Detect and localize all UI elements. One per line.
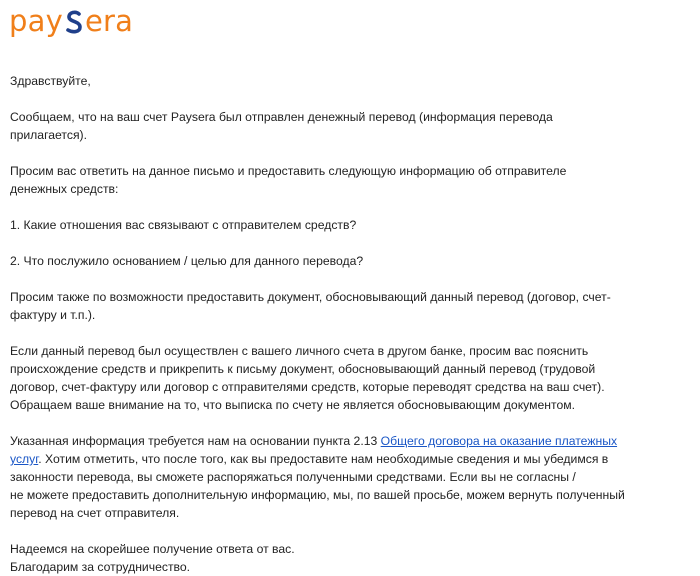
paragraph-transfer-notice: Сообщаем, что на ваш счет Paysera был отправлен денежный перевод (информация перевода прилагается).: [10, 110, 553, 142]
paragraph-other-bank: Если данный перевод был осуществлен с вашего личного счета в другом банке, просим вас пояснить происхождение средств и прикрепить к письму документ, обосновывающий данный перевод (трудовой договор, счет-фактуру или договор с отправителями средств, которые переводят средства на ваш счет). Обращаем ваше внимание на то, что выписка по счету не является обосновывающим документом.: [10, 344, 605, 412]
question-2: 2. Что послужило основанием / целью для данного перевода?: [10, 254, 364, 268]
paragraph-document-request: Просим также по возможности предоставить документ, обосновывающий данный перевод (договор, счет- фактуру и т.п.).: [10, 290, 611, 322]
paragraph-request-info: Просим вас ответить на данное письмо и предоставить следующую информацию об отправителе денежных средств:: [10, 164, 567, 196]
paysera-logo: [9, 4, 133, 38]
paysera-s-icon: [64, 7, 84, 37]
logo-text-era: era: [84, 4, 134, 38]
closing: Надеемся на скорейшее получение ответа от вас. Благодарим за сотрудничество.: [10, 542, 295, 574]
email-body: [10, 72, 690, 576]
general-agreement-link-part1[interactable]: Общего договора на оказание платежных: [380, 434, 618, 448]
question-1: 1. Какие отношения вас связывают с отправителем средств?: [10, 218, 357, 232]
logo-text-pay: pay: [9, 4, 63, 38]
general-agreement-link-part2[interactable]: услуг: [10, 452, 39, 466]
paragraph-legal-basis: Указанная информация требуется нам на основании пункта 2.13 Общего договора на оказание платежных услуг. Хотим отметить, что после того, как вы предоставите нам необходимые сведения и мы убедимся в законности перевода, вы сможете распоряжаться полученными средствами. Если вы не согласны / не можете предоставить дополнительную информацию, мы, по вашей просьбе, можем вернуть полученный перевод на счет отправителя.: [10, 434, 625, 520]
greeting: Здравствуйте,: [10, 74, 91, 88]
